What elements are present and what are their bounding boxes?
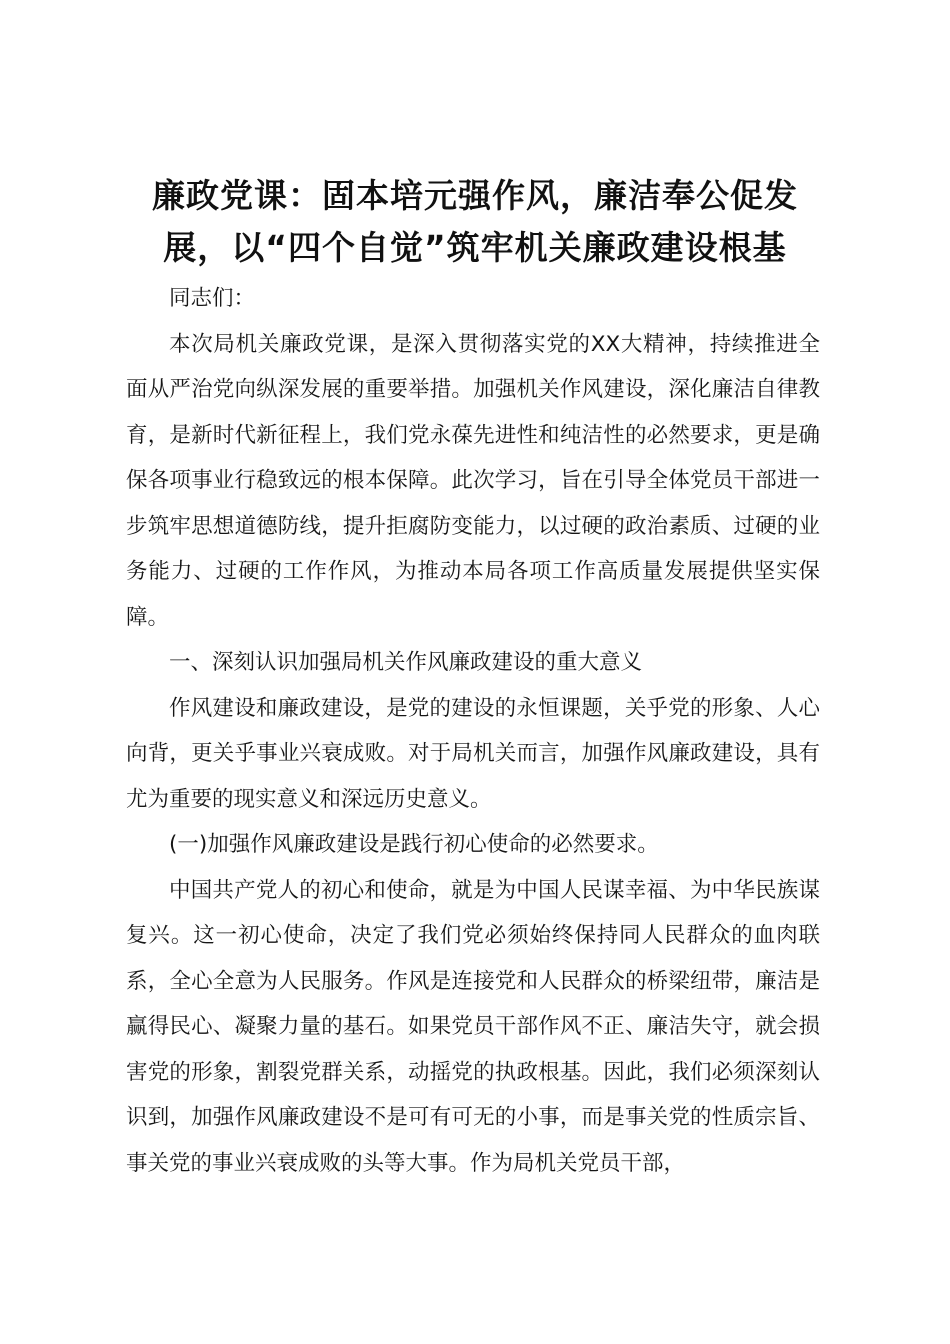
paragraph-intro: 本次局机关廉政党课，是深入贯彻落实党的XX大精神，持续推进全面从严治党向纵深发展的重要举措。加强机关作风建设，深化廉洁自律教育，是新时代新征程上，我们党永葆先进性和纯洁性的必然要求，更是确保各项事业行稳致远的根本保障。此次学习，旨在引导全体党员干部进一步筑牢思想道德防线，提升拒腐防变能力，以过硬的政治素质、过硬的业务能力、过硬的工作作风，为推动本局各项工作高质量发展提供坚实保障。 [126,331,820,630]
paragraph-mission: 中国共产党人的初心和使命，就是为中国人民谋幸福、为中华民族谋复兴。这一初心使命，决定了我们党必须始终保持同人民群众的血肉联系，全心全意为人民服务。作风是连接党和人民群众的桥梁纽带，廉洁是赢得民心、凝聚力量的基石。如果党员干部作风不正、廉洁失守，就会损害党的形象，割裂党群关系，动摇党的执政根基。因此，我们必须深刻认识到，加强作风廉政建设不是可有可无的小事，而是事关党的性质宗旨、事关党的事业兴衰成败的头等大事。作为局机关党员干部， [126,877,820,1176]
document-title: 廉政党课：固本培元强作风，廉洁奉公促发展，以“四个自觉”筑牢机关廉政建设根基 [152,176,798,267]
salutation: 同志们： [169,286,256,311]
subsection-heading-1: (一)加强作风廉政建设是践行初心使命的必然要求。 [169,832,659,857]
document-body [126,276,820,1186]
paragraph-significance: 作风建设和廉政建设，是党的建设的永恒课题，关乎党的形象、人心向背，更关乎事业兴衰成败。对于局机关而言，加强作风廉政建设，具有尤为重要的现实意义和深远历史意义。 [126,695,820,812]
section-heading-1: 一、深刻认识加强局机关作风廉政建设的重大意义 [169,650,643,675]
